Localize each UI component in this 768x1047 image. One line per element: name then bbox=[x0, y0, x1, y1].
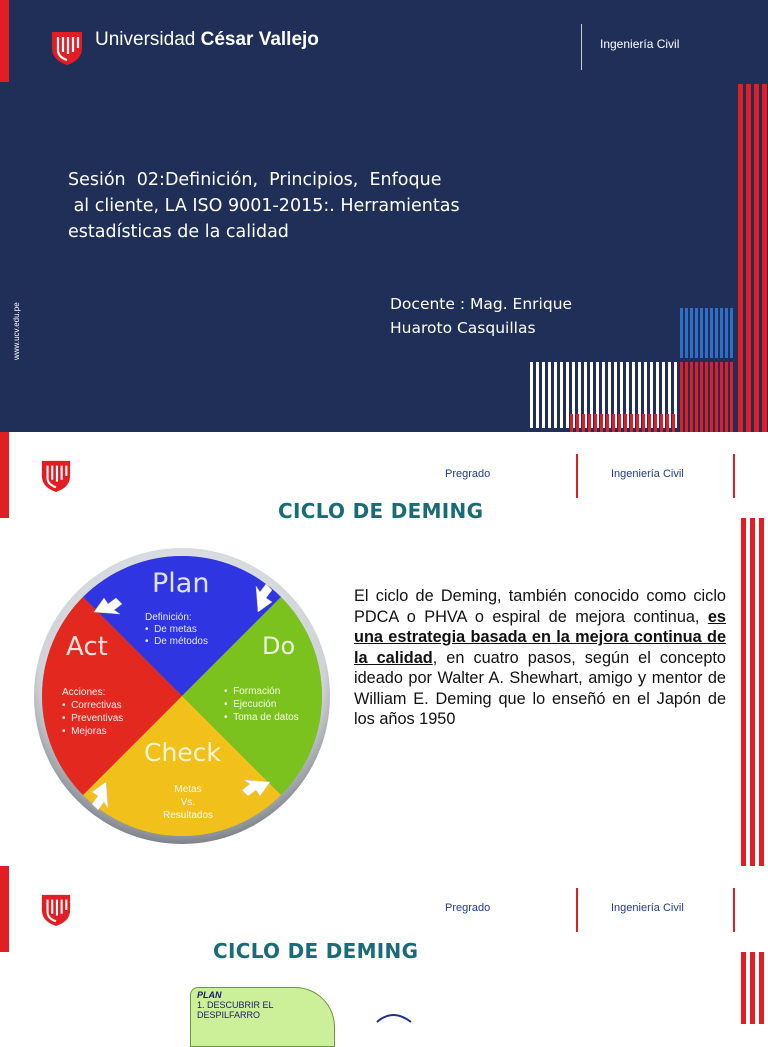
left-red-bar bbox=[0, 0, 9, 82]
left-red-bar bbox=[0, 866, 9, 952]
university-logo-icon bbox=[40, 457, 72, 493]
left-red-bar bbox=[0, 432, 9, 518]
do-details: • Formación • Ejecución • Toma de datos bbox=[224, 686, 299, 723]
university-logo-icon bbox=[40, 891, 72, 927]
slide-cover bbox=[0, 0, 768, 432]
section-title: CICLO DE DEMING bbox=[278, 499, 484, 523]
plan-step-box: PLAN 1. DESCUBRIR EL DESPILFARRO bbox=[190, 987, 335, 1047]
header-career: Ingeniería Civil bbox=[600, 37, 680, 51]
website-text: www.ucv.edu.pe bbox=[12, 302, 21, 360]
curved-arrow-icon bbox=[375, 1006, 415, 1024]
do-label: Do bbox=[262, 632, 296, 660]
header-pregrado: Pregrado bbox=[445, 468, 491, 480]
header-divider bbox=[576, 454, 578, 498]
university-name: Universidad César Vallejo bbox=[95, 29, 319, 50]
slide-deming-cycle-2 bbox=[0, 866, 768, 1024]
plan-label: Plan bbox=[152, 568, 210, 599]
header-divider bbox=[581, 24, 582, 70]
plan-details: Definición: • De metas • De métodos bbox=[145, 612, 208, 647]
session-title: Sesión 02:Definición, Principios, Enfoque al cliente, LA ISO 9001-2015:. Herramientas estadísticas de la calidad bbox=[68, 170, 460, 242]
header-divider bbox=[576, 888, 578, 932]
header-divider bbox=[733, 454, 735, 498]
header-career: Ingeniería Civil bbox=[611, 468, 684, 480]
act-details: Acciones: • Correctivas • Preventivas • Mejoras bbox=[62, 687, 124, 737]
check-label: Check bbox=[144, 738, 221, 767]
docente-info: Docente : Mag. Enrique Huaroto Casquillas bbox=[390, 295, 573, 337]
check-details: Metas Vs. Resultados bbox=[162, 784, 214, 821]
university-logo-icon bbox=[50, 28, 84, 66]
header-pregrado: Pregrado bbox=[445, 902, 491, 914]
header-divider bbox=[733, 888, 735, 932]
header-career: Ingeniería Civil bbox=[611, 902, 684, 914]
decorative-stripes bbox=[740, 952, 768, 1024]
act-label: Act bbox=[66, 632, 108, 662]
decorative-stripes bbox=[525, 84, 768, 432]
section-title: CICLO DE DEMING bbox=[213, 939, 419, 963]
deming-description: El ciclo de Deming, también conocido como ciclo PDCA o PHVA o espiral de mejora continua, es una estrategia basada en la mejora continua de la calidad, en cuatro pasos, según el concepto ideado por Walter A. Shewhart, amigo y mentor de William E. Deming que lo enseñó en el Japón de los años 1950 bbox=[354, 587, 726, 728]
decorative-stripes bbox=[740, 518, 768, 866]
